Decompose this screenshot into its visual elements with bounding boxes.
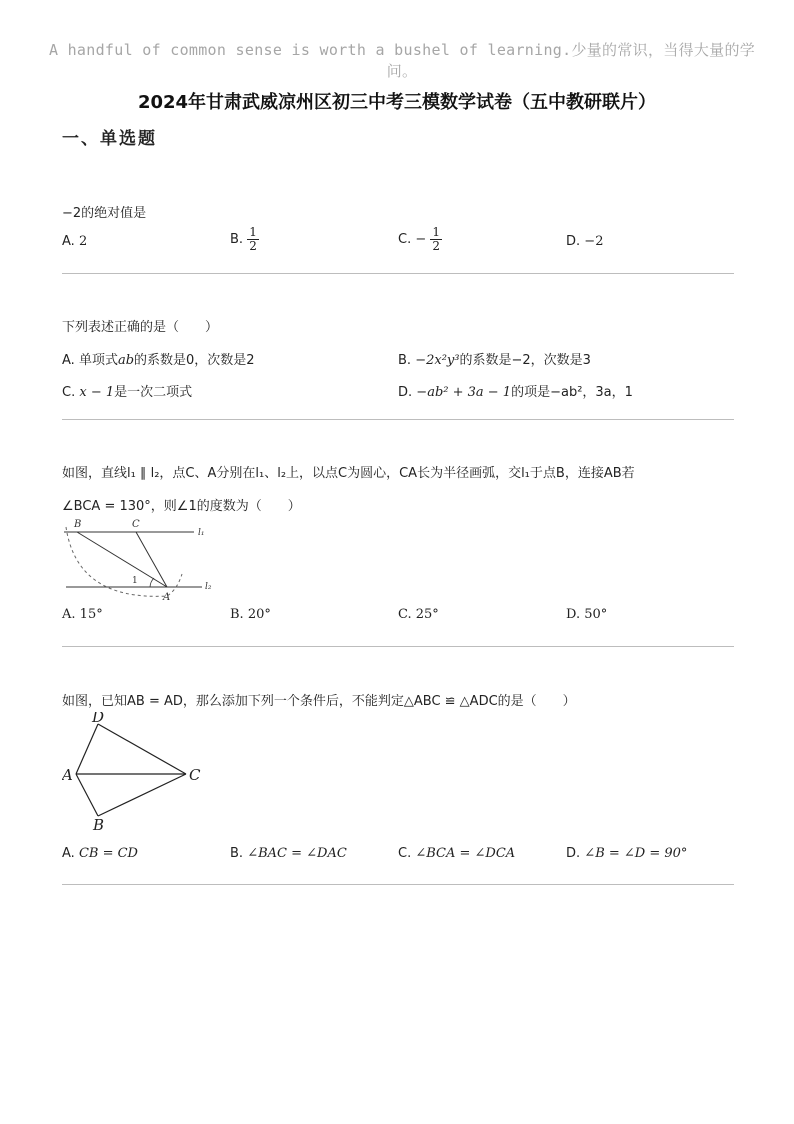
option-text: ∠BCA = ∠DCA	[415, 846, 516, 861]
divider	[62, 646, 734, 647]
question-stem-line-1: 如图，直线l₁ ∥ l₂，点C、A分别在l₁、l₂上，以点C为圆心，CA长为半径画弧，交l₁于点B，连接AB若	[62, 466, 635, 481]
option-letter: D.	[566, 846, 581, 861]
fraction	[430, 226, 442, 253]
option-text-prefix: 单项式	[78, 353, 118, 368]
option-d[interactable]	[566, 846, 687, 861]
watermark-quote: A handful of common sense is worth a bushel of learning.少量的常识，当得大量的学问。	[48, 41, 756, 80]
segment-ad	[76, 724, 98, 774]
option-b[interactable]	[398, 349, 591, 368]
option-c[interactable]	[398, 607, 439, 622]
option-c[interactable]	[398, 226, 442, 253]
option-letter: B.	[230, 232, 244, 247]
option-text: CB = CD	[78, 846, 138, 861]
option-letter: C.	[62, 385, 76, 400]
option-expression: −ab² + 3a − 1	[416, 385, 512, 400]
option-b[interactable]	[230, 607, 271, 622]
label-c: C	[132, 519, 140, 530]
option-d[interactable]	[398, 381, 633, 400]
option-variable: ab	[117, 353, 135, 368]
section-heading: 一、单选题	[62, 129, 157, 149]
question-4	[62, 690, 734, 870]
option-b[interactable]	[230, 846, 347, 861]
option-text: 25°	[415, 607, 439, 622]
option-expression: x − 1	[79, 385, 115, 400]
label-a: A	[163, 592, 171, 602]
option-text: ∠BAC = ∠DAC	[247, 846, 347, 861]
question-stem: −2的绝对值是	[62, 206, 147, 221]
label-l2: l₂	[205, 582, 212, 592]
segment-bc	[98, 774, 186, 816]
label-d: D	[92, 712, 105, 726]
option-text: ∠B = ∠D = 90°	[584, 846, 688, 861]
minus-sign: −	[415, 232, 427, 247]
option-letter: A.	[62, 353, 75, 368]
fraction-denominator: 2	[249, 239, 257, 253]
segment-ab	[76, 774, 98, 816]
label-angle-1: 1	[132, 576, 138, 586]
option-letter: D.	[566, 607, 581, 622]
label-b: B	[93, 816, 105, 832]
segment-ca	[136, 532, 167, 587]
angle-mark	[150, 578, 154, 587]
kite-figure	[62, 712, 212, 832]
question-1	[62, 202, 734, 272]
option-text: 50°	[584, 607, 608, 622]
option-text: −2	[584, 234, 604, 249]
question-stem: 下列表述正确的是（ ）	[62, 320, 219, 335]
divider	[62, 419, 734, 420]
label-a: A	[62, 766, 73, 784]
option-a[interactable]	[62, 349, 255, 368]
option-c[interactable]	[398, 846, 515, 861]
option-text-suffix: 的系数是−2，次数是3	[459, 353, 591, 368]
exam-title: 2024年甘肃武威凉州区初三中考三模数学试卷（五中教研联片）	[137, 92, 657, 113]
fraction	[247, 226, 259, 253]
option-d[interactable]	[566, 234, 603, 249]
option-letter: A.	[62, 234, 75, 249]
divider	[62, 273, 734, 274]
fraction-numerator: 1	[432, 225, 441, 239]
segment-dc	[98, 724, 186, 774]
question-stem-line-2: ∠BCA = 130°，则∠1的度数为（ ）	[62, 499, 301, 514]
option-letter: D.	[566, 234, 581, 249]
option-text: 15°	[79, 607, 103, 622]
option-a[interactable]	[62, 607, 103, 622]
option-letter: C.	[398, 232, 412, 247]
option-c[interactable]	[62, 381, 192, 400]
label-b: B	[74, 519, 82, 530]
option-text-suffix: 是一次二项式	[114, 385, 193, 400]
option-text-suffix: 的项是−ab²，3a，1	[511, 385, 633, 400]
option-a[interactable]	[62, 846, 138, 861]
option-letter: B.	[230, 607, 244, 622]
option-letter: D.	[398, 385, 413, 400]
option-letter: B.	[230, 846, 244, 861]
option-b[interactable]	[230, 226, 259, 253]
option-a[interactable]	[62, 234, 87, 249]
divider	[62, 884, 734, 885]
option-text-suffix: 的系数是0，次数是2	[134, 353, 255, 368]
question-3	[62, 462, 734, 632]
option-text: 2	[78, 234, 88, 249]
option-d[interactable]	[566, 607, 607, 622]
option-letter: A.	[62, 846, 75, 861]
label-l1: l₁	[198, 528, 205, 538]
option-letter: A.	[62, 607, 76, 622]
option-letter: B.	[398, 353, 412, 368]
option-letter: C.	[398, 607, 412, 622]
option-expression: −2x²y³	[415, 353, 460, 368]
option-text: 20°	[247, 607, 271, 622]
fraction-numerator: 1	[249, 225, 257, 239]
question-stem: 如图，已知AB = AD，那么添加下列一个条件后，不能判定△ABC ≌ △ADC的是（ ）	[62, 694, 576, 709]
option-letter: C.	[398, 846, 412, 861]
fraction-denominator: 2	[432, 239, 441, 253]
parallel-lines-figure	[62, 516, 222, 602]
label-c: C	[189, 766, 201, 784]
question-2	[62, 316, 734, 406]
